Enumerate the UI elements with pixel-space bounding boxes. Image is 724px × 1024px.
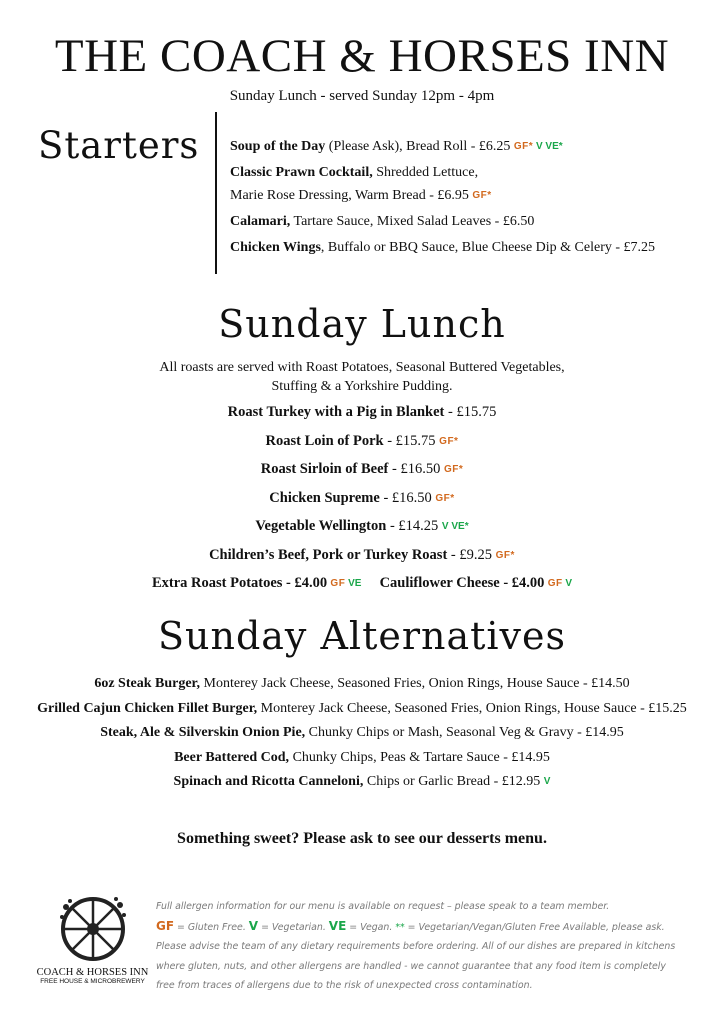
sunday-lunch-intro [0,358,724,396]
stars-key-text: = Vegetarian/Vegan/Gluten Free Available, please ask. [404,921,665,933]
item-desc: Chunky Chips or Mash, Seasonal Veg & Gravy - £14.95 [305,725,624,740]
roast-item [0,545,724,574]
gf-tag: GF* [472,190,492,201]
item-name: Beer Battered Cod, [174,749,290,765]
veg-tag: V [543,776,551,787]
roast-item [0,516,724,545]
roast-item [0,459,724,488]
item-desc: Monterey Jack Cheese, Seasoned Fries, Onion Rings, House Sauce - £14.50 [200,676,630,691]
item-price: - £9.25 [447,546,496,563]
roast-item [0,402,724,431]
item-desc: Chunky Chips, Peas & Tartare Sauce - £14.95 [289,749,550,765]
starters-divider [215,112,217,274]
logo-name: COACH & HORSES INN [36,967,149,978]
item-name: 6oz Steak Burger, [94,676,200,691]
item-name: Classic Prawn Cocktail, [230,165,373,180]
dessert-note: Something sweet? Please ask to see our desserts menu. [177,830,547,847]
item-desc: Tartare Sauce, Mixed Salad Leaves - £6.50 [290,214,535,229]
stars-key: ** [395,921,405,933]
starter-item [230,236,655,259]
alternative-item [0,723,724,748]
item-price: - £14.25 [386,518,442,534]
starters-heading: Starters [38,124,200,167]
service-times: Sunday Lunch - served Sunday 12pm - 4pm [229,88,495,104]
gf-tag: GF [327,578,346,589]
item-price: - £15.75 [444,404,497,420]
veg-tag: V VE* [533,141,563,152]
gf-tag: GF* [513,141,534,152]
alternative-item [0,674,724,699]
roast-item [0,488,724,517]
intro-line: All roasts are served with Roast Potatoes, Seasonal Buttered Vegetables, [159,360,565,375]
allergen-line: Full allergen information for our menu is available on request – please speak to a team member. [156,901,610,912]
item-name: Grilled Cajun Chicken Fillet Burger, [37,700,258,716]
item-desc: Monterey Jack Cheese, Seasoned Fries, Onion Rings, House Sauce - £15.25 [257,700,687,716]
item-price: - £16.50 [379,489,436,506]
veg-tag: V [562,578,573,589]
starter-item [230,210,655,233]
item-price: - £16.50 [388,461,444,477]
sunday-lunch-heading: Sunday Lunch [218,302,506,346]
allergen-line: where gluten, nuts, and other allergens are handled - we cannot guarantee that any food item is completely [156,960,666,972]
starters-list [230,135,655,262]
gf-key: GF [156,918,175,933]
extras-row [0,573,724,602]
item-name: Chicken Wings [230,240,321,255]
gf-tag: GF* [495,549,515,561]
starter-item [230,161,655,207]
allergen-info [156,897,701,996]
ve-key: VE [328,918,347,933]
gf-tag: GF* [435,492,455,504]
item-name: Calamari, [230,214,291,229]
item-desc: (Please Ask), Bread Roll - £6.25 [325,139,514,154]
ve-key-text: = Vegan. [346,921,396,933]
extra-item-name: Extra Roast Potatoes - £4.00 [151,575,328,591]
item-name: Steak, Ale & Silverskin Onion Pie, [100,725,306,740]
v-key-text: = Vegetarian. [258,921,329,933]
veg-tag: VE [345,578,362,589]
starter-item [230,135,655,158]
alternatives-list [0,674,724,797]
extra-item-name: Cauliflower Cheese - £4.00 [379,575,545,591]
allergen-line: free from traces of allergens due to the risk of unexpected cross contamination. [156,980,533,991]
intro-line: Stuffing & a Yorkshire Pudding. [271,379,453,394]
item-name: Roast Turkey with a Pig in Blanket [227,404,445,420]
gf-tag: GF [544,578,563,589]
item-desc: Shredded Lettuce, [372,165,479,180]
page-title: THE COACH & HORSES INN [54,30,670,82]
wagon-wheel-icon [58,893,128,963]
roast-item [0,431,724,460]
alternative-item [0,748,724,773]
gf-tag: GF* [443,464,464,475]
veg-tag: V VE* [441,521,469,532]
item-name: Chicken Supreme [269,489,380,506]
item-price: - £15.75 [383,432,440,449]
sunday-lunch-list [0,402,724,602]
allergen-key [156,917,701,938]
item-name: Soup of the Day [230,139,326,154]
item-desc: , Buffalo or BBQ Sauce, Blue Cheese Dip & Celery - £7.25 [320,240,656,255]
item-name: Roast Loin of Pork [265,432,384,449]
sunday-alternatives-heading: Sunday Alternatives [157,614,567,658]
alternative-item [0,699,724,724]
gf-tag: GF* [439,435,459,447]
alternative-item [0,772,724,797]
item-desc-2: Marie Rose Dressing, Warm Bread - £6.95 [230,188,473,203]
item-name: Spinach and Ricotta Canneloni, [173,774,364,789]
item-name: Children’s Beef, Pork or Turkey Roast [209,546,448,563]
allergen-line: Please advise the team of any dietary requirements before ordering. All of our dishes are prepared in kitchens [156,941,676,952]
item-name: Vegetable Wellington [255,518,387,534]
v-key: V [248,918,259,933]
item-desc: Chips or Garlic Bread - £12.95 [363,774,544,789]
item-name: Roast Sirloin of Beef [260,461,389,477]
inn-logo [30,893,155,986]
gf-key-text: = Gluten Free. [174,921,249,933]
logo-tagline: FREE HOUSE & MICROBREWERY [40,978,145,985]
